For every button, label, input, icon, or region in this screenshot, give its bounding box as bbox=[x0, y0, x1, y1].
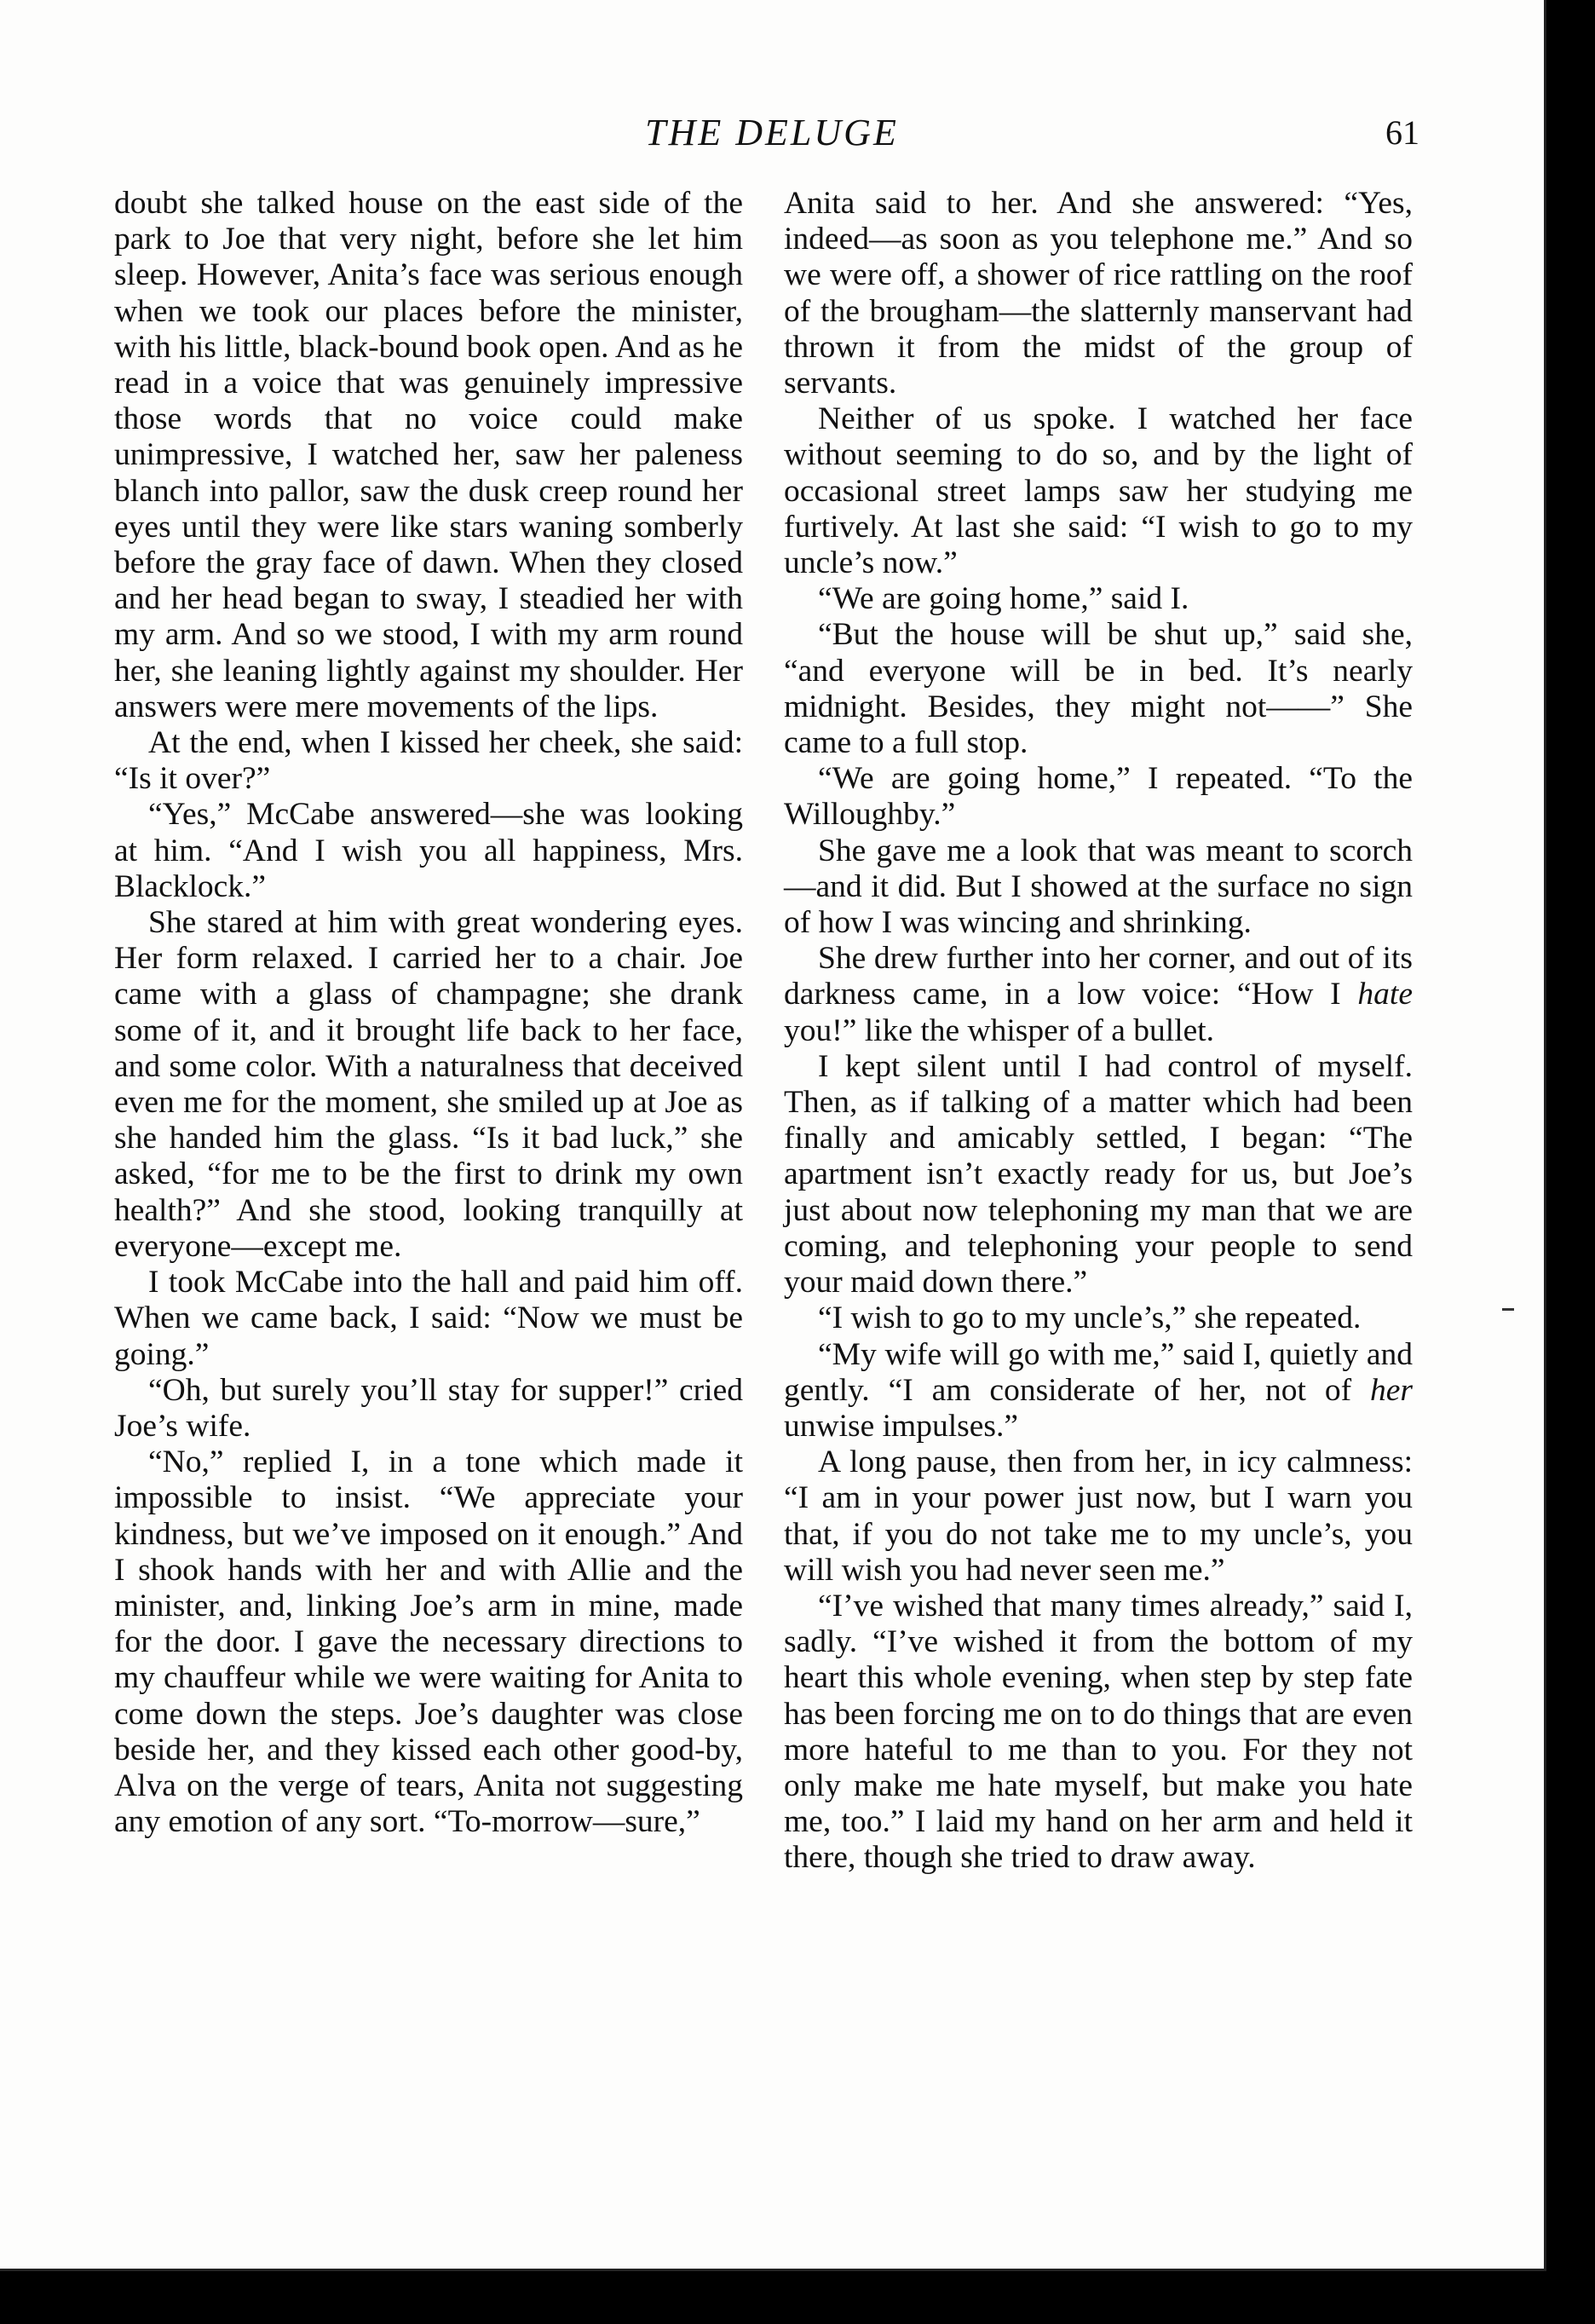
paragraph: doubt she talked house on the east side of the park to Joe that very night, before she let him sleep. However, Anita’s face was serious enough when we took our places before the minister, with his little, black-bound book open. And as he read in a voice that was genuinely impressive those words that no voice could make unimpressive, I watched her, saw her paleness blanch into pallor, saw the dusk creep round her eyes until they were like stars waning somberly before the gray face of dawn. When they closed and her head began to sway, I steadied her with my arm. And so we stood, I with my arm round her, she leaning lightly against my shoulder. Her answers were mere movements of the lips. bbox=[114, 186, 743, 724]
paragraph: “I’ve wished that many times already,” said I, sadly. “I’ve wished it from the bottom of my heart this whole evening, when step by step fate has been forcing me on to do things that are even more hateful to me than to you. For they not only make me hate myself, but make you hate me, too.” I laid my hand on her arm and held it there, though she tried to draw away. bbox=[784, 1588, 1413, 1876]
paragraph: I took McCabe into the hall and paid him off. When we came back, I said: “Now we must be going.” bbox=[114, 1265, 743, 1372]
paragraph-with-emphasis bbox=[784, 1337, 1413, 1445]
paragraph: “Oh, but surely you’ll stay for supper!” cried Joe’s wife. bbox=[114, 1372, 743, 1444]
paragraph: “But the house will be shut up,” said she, “and everyone will be in bed. It’s nearly midnight. Besides, they might not——” She came to a full stop. bbox=[784, 617, 1413, 761]
paragraph: “No,” replied I, in a tone which made it impossible to insist. “We appreciate your kindness, but we’ve imposed on it enough.” And I shook hands with her and with Allie and the minister, and, linking Joe’s arm in mine, made for the door. I gave the necessary directions to my chauffeur while we were waiting for Anita to come down the steps. Joe’s daughter was close beside her, and they kissed each other good-by, Alva on the verge of tears, Anita not suggesting any emotion of any sort. “To-morrow—sure,” bbox=[114, 1445, 743, 1840]
paragraph-with-emphasis bbox=[784, 941, 1413, 1049]
left-column bbox=[114, 186, 743, 1840]
paragraph: She stared at him with great wondering eyes. Her form relaxed. I carried her to a chair. Joe came with a glass of champagne; she drank some of it, and it brought life back to her face, and some color. With a naturalness that deceived even me for the moment, she smiled up at Joe as she handed him the glass. “Is it bad luck,” she asked, “for me to be the first to drink my own health?” And she stood, looking tranquilly at everyone—except me. bbox=[114, 905, 743, 1264]
paragraph: “I wish to go to my uncle’s,” she repeated. bbox=[818, 1300, 1362, 1336]
paragraph: “We are going home,” said I. bbox=[818, 581, 1189, 617]
text-run: She drew further into her corner, and out of its darkness came, in a low voice: “How I bbox=[784, 941, 1413, 1012]
margin-mark bbox=[1502, 1308, 1514, 1311]
paragraph: “We are going home,” I repeated. “To the Willoughby.” bbox=[784, 761, 1413, 833]
paragraph: “Yes,” McCabe answered—she was looking at him. “And I wish you all happiness, Mrs. Blacklock.” bbox=[114, 797, 743, 904]
text-run: unwise impulses.” bbox=[784, 1408, 1018, 1444]
paragraph: At the end, when I kissed her cheek, she said: “Is it over?” bbox=[114, 725, 743, 797]
paragraph: She gave me a look that was meant to scorch—and it did. But I showed at the surface no sign of how I was wincing and shrinking. bbox=[784, 833, 1413, 941]
emphasis: her bbox=[1370, 1372, 1413, 1408]
paragraph: A long pause, then from her, in icy calmness: “I am in your power just now, but I warn you that, if you do not take me to my uncle’s, you will wish you had never seen me.” bbox=[784, 1445, 1413, 1588]
page-number: 61 bbox=[1385, 113, 1419, 152]
running-header bbox=[0, 111, 1544, 162]
paragraph: Neither of us spoke. I watched her face without seeming to do so, and by the light of occasional street lamps saw her studying me furtively. At last she said: “I wish to go to my uncle’s now.” bbox=[784, 401, 1413, 581]
emphasis: hate bbox=[1357, 977, 1413, 1012]
paragraph: Anita said to her. And she answered: “Yes, indeed—as soon as you telephone me.” And so we were off, a shower of rice rattling on the roof of the brougham—the slatternly manservant had thrown it from the midst of the group of servants. bbox=[784, 186, 1413, 401]
running-title: THE DELUGE bbox=[645, 112, 899, 153]
paragraph: I kept silent until I had control of myself. Then, as if talking of a matter which had been finally and amicably settled, I began: “The apartment isn’t exactly ready for us, but Joe’s just about now telephoning my man that we are coming, and telephoning your people to send your maid down there.” bbox=[784, 1048, 1413, 1300]
text-run: you!” like the whisper of a bullet. bbox=[784, 1012, 1215, 1048]
right-column bbox=[784, 186, 1413, 1877]
text-run: “My wife will go with me,” said I, quietly and gently. “I am considerate of her, not of bbox=[784, 1336, 1413, 1408]
